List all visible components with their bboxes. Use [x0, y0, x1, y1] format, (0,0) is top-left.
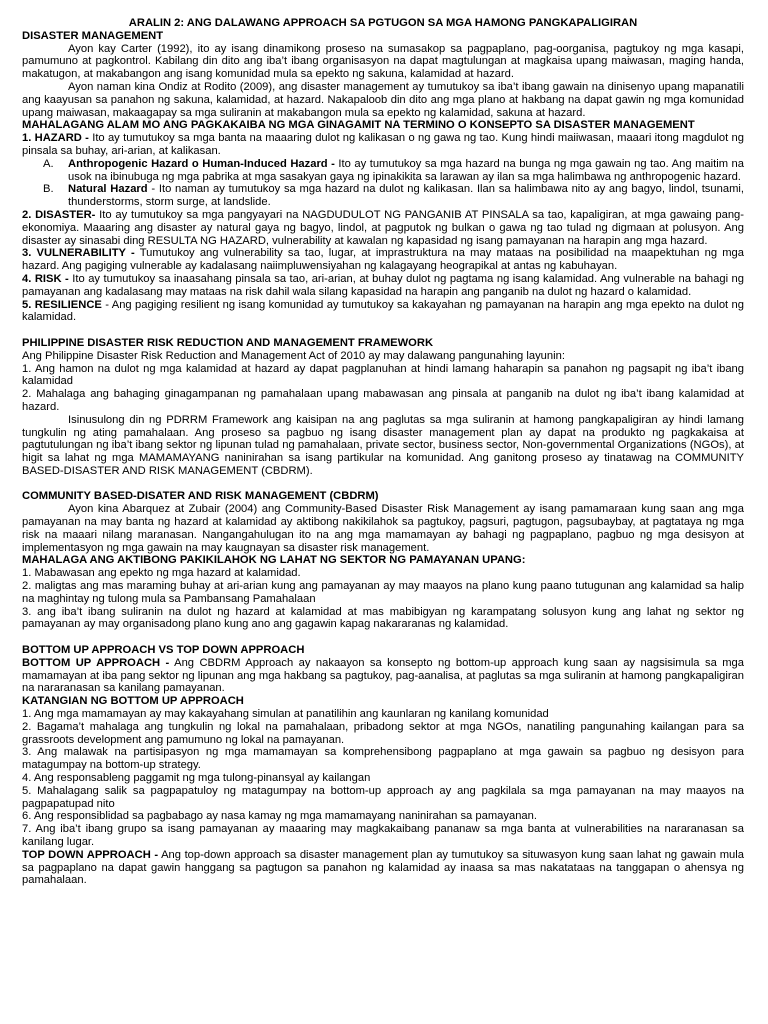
- bottom-up-label: BOTTOM UP APPROACH -: [22, 656, 170, 669]
- characteristic-item-5: 5. Mahalagang salik sa pagpapatuloy ng matagumpay na bottom-up approach ay ang pagkilala sa mga pamayanan na may maayos na pagpapatupad nito: [22, 784, 744, 810]
- participation-item-1: 1. Mabawasan ang epekto ng mga hazard at kalamidad.: [22, 567, 301, 580]
- document-page: [22, 17, 744, 887]
- characteristic-item-6: 6. Ang responsiblidad sa pagbabago ay nasa kamay ng mga mamamayang naninirahan sa pamayanan.: [22, 810, 537, 823]
- top-down-definition: [22, 849, 744, 887]
- ondiz-rodito-paragraph: Ayon naman kina Ondiz at Rodito (2009), ang disaster management ay tumutukoy sa iba’t ibang gawain na dinisenyo upang mapanatili ang kaayusan sa panahon ng sakuna, kalamidad, at hazard. Nakapaloob din dito ang mga plano at hakbang na dapat gawin ng mga komunidad upang maiwasan, makaagapay sa mga suliranin at makabangon mula sa epekto ng kalamidad, sakuna at hazard.: [22, 80, 744, 119]
- characteristic-item-2: 2. Bagama’t mahalaga ang tungkulin ng lokal na pamahalaan, pribadong sektor at mga NGOs, nanatiling pangunahing kailangan para sa grassroots development ang pamumuno ng lokal na pamayanan.: [22, 720, 744, 746]
- participation-item-3: 3. ang iba’t ibang suliranin na dulot ng hazard at kalamidad at mas mabibigyan ng karampatang solusyon kung ang lahat ng sektor ng pamayanan ay may organisadong plano kung ano ang gagawin kapag nakararanas ng kalamidad.: [22, 605, 744, 631]
- characteristic-item-1: 1. Ang mga mamamayan ay may kakayahang simulan at panatilihin ang kaunlaran ng kanilang komunidad: [22, 708, 549, 721]
- characteristic-item-7: 7. Ang iba’t ibang grupo sa isang pamayanan ay maaaring may magkakaibang pananaw sa mga banta at vulnerabilities na nararanasan sa kanilang lugar.: [22, 823, 744, 848]
- hazard-label: 1. HAZARD -: [22, 132, 89, 145]
- anthropogenic-hazard-text: [68, 158, 744, 184]
- risk-definition: [22, 273, 744, 299]
- spacer: [22, 324, 744, 337]
- natural-hazard-text: [68, 183, 744, 209]
- carter-paragraph: Ayon kay Carter (1992), ito ay isang dinamikong proseso na sumasakop sa pagpaplano, pag-oorganisa, pagtukoy ng mga kasapi, pamumuno at pagkontrol. Kabilang din dito ang iba’t ibang organisasyon na dapat magtulungan at magkaisa upang maiwasan, maging handa, makatugon, at makabangon ang isang komunidad mula sa epekto ng sakuna, kalamidad at hazard.: [22, 42, 744, 81]
- hazard-text: Ito ay tumutukoy sa mga banta na maaaring dulot ng kalikasan o ng gawa ng tao. Kung hindi maiiwasan, maaari itong magdulot ng pinsala sa buhay, ari-arian, at kalikasan.: [22, 132, 744, 157]
- anthropogenic-hazard-item: [22, 158, 744, 184]
- item-marker-b: B.: [43, 183, 54, 196]
- resilience-text: - Ang pagiging resilient ng isang komunidad ay tumutukoy sa kakayahan ng pamayanan na harapin ang mga epekto na dulot ng kalamidad.: [22, 298, 744, 324]
- natural-hazard-body: - Ito naman ay tumutukoy sa mga hazard na dulot ng kalikasan. Ilan sa halimbawa nito ay ang bagyo, lindol, tsunami, thunderstorms, storm surge, at landslide.: [68, 183, 744, 209]
- item-marker-a: A.: [43, 157, 54, 170]
- spacer: [22, 631, 744, 644]
- anthropogenic-hazard-label: Anthropogenic Hazard o Human-Induced Hazard -: [68, 157, 335, 170]
- top-down-label: TOP DOWN APPROACH -: [22, 848, 159, 861]
- disaster-label: 2. DISASTER-: [22, 208, 96, 221]
- natural-hazard-label: Natural Hazard: [68, 183, 148, 196]
- vulnerability-definition: [22, 247, 744, 273]
- bottom-up-text: Ang CBDRM Approach ay nakaayon sa konsepto ng bottom-up approach kung saan ay nagsisimula sa mga mamamayan at iba pang sektor ng lipunan ang mga hakbang sa pagtukoy, pag-aanalisa, at paglutas sa mga suliranin at hamong pangkapaligiran na nararanasan sa kanilang pamayanan.: [22, 656, 744, 695]
- vulnerability-text: Tumutukoy ang vulnerability sa tao, lugar, at imprastruktura na may mataas na posibilidad na maapektuhan ng mga hazard. Ang pagiging vulnerable ay kadalasang naiimpluwensiyahan ng kalagayang heograpikal at antas ng kabuhayan.: [22, 247, 744, 273]
- disaster-definition: [22, 209, 744, 247]
- approach-comparison-heading: BOTTOM UP APPROACH VS TOP DOWN APPROACH: [22, 644, 305, 657]
- natural-hazard-item: [22, 183, 744, 209]
- characteristic-item-3: 3. Ang malawak na partisipasyon ng mga mamamayan sa komprehensibong pagpaplano at mga gawain sa pagbuo ng desisyon para matagumpay na bottom-up strategy.: [22, 746, 744, 772]
- resilience-label: 5. RESILIENCE: [22, 298, 102, 311]
- terms-heading: MAHALAGANG ALAM MO ANG PAGKAKAIBA NG MGA GINAGAMIT NA TERMINO O KONSEPTO SA DISASTER MANAGEMENT: [22, 119, 695, 132]
- anthropogenic-hazard-body: Ito ay tumutukoy sa mga hazard na bunga ng mga gawain ng tao. Ang maitim na usok na ibinubuga ng mga pabrika at mga sasakyan gaya ng ipinakikita sa larawan ay ilan sa mga halimbawa ng anthropogenic hazard.: [68, 157, 744, 183]
- pdrrm-heading: PHILIPPINE DISASTER RISK REDUCTION AND MANAGEMENT FRAMEWORK: [22, 336, 434, 349]
- disaster-management-heading: DISASTER MANAGEMENT: [22, 29, 164, 42]
- disaster-text: Ito ay tumutukoy sa mga pangyayari na NAGDUDULOT NG PANGANIB AT PINSALA sa tao, kapaligiran, at mga gawaing pang-ekonomiya. Maaaring ang disaster ay natural gaya ng bagyo, lindol, at pagputok ng bulkan o gawa ng tao tulad ng digmaan at polusyon. Ang disaster ay sinasabi ding RESULTA NG HAZARD, vulnerability at kawalan ng kapasidad ng isang pamayanan na harapin ang mga hazard.: [22, 208, 744, 247]
- top-down-text: Ang top-down approach sa disaster management plan ay tumutukoy sa situwasyon kung saan lahat ng gawain mula sa pagpaplano na dapat gawin hanggang sa pagtugon sa panahon ng kalamidad ay inaasa sa mas nakatataas na tanggapan o ahensya ng pamahalaan.: [22, 848, 744, 887]
- spacer: [22, 478, 744, 491]
- pdrrm-goal-2: 2. Mahalaga ang bahaging ginagampanan ng pamahalaan upang mabawasan ang pinsala at panganib na dulot ng iba’t ibang kalamidad at hazard.: [22, 388, 744, 413]
- participation-heading: MAHALAGA ANG AKTIBONG PAKIKILAHOK NG LAHAT NG SEKTOR NG PAMAYANAN UPANG:: [22, 554, 526, 567]
- vulnerability-label: 3. VULNERABILITY -: [22, 247, 135, 260]
- participation-item-2: 2. maligtas ang mas maraming buhay at ari-arian kung ang pamayanan ay may maayos na plano kung paano tutugunan ang kalamidad sa halip na maghintay ng tulong mula sa Pambansang Pamahalaan: [22, 580, 744, 605]
- pdrrm-paragraph: Isinusulong din ng PDRRM Framework ang kaisipan na ang paglutas sa mga suliranin at hamong pangkapaligiran ay hindi lamang tungkulin ng ating pamahalaan. Ang proseso sa pagbuo ng isang disaster management plan ay dapat na produkto ng pagkakaisa at pagtutulungan ng iba’t ibang sektor ng lipunan tulad ng pamahalaan, private sector, business sector, Non-governmental Organizations (NGOs), at higit sa lahat ng mga MAMAMAYANG naninirahan sa isang partikular na komunidad. Ang ganitong proseso ay tinatawag na COMMUNITY BASED-DISASTER AND RISK MANAGEMENT (CBDRM).: [22, 413, 744, 477]
- resilience-definition: [22, 299, 744, 325]
- risk-label: 4. RISK -: [22, 272, 69, 285]
- pdrrm-intro: Ang Philippine Disaster Risk Reduction and Management Act of 2010 ay may dalawang pangunahing layunin:: [22, 349, 565, 362]
- bottom-up-characteristics-heading: KATANGIAN NG BOTTOM UP APPROACH: [22, 695, 244, 708]
- characteristic-item-4: 4. Ang responsableng paggamit ng mga tulong-pinansyal ay kailangan: [22, 772, 371, 785]
- risk-text: Ito ay tumutukoy sa inaasahang pinsala sa tao, ari-arian, at buhay dulot ng pagtama ng isang kalamidad. Ang vulnerable na bahagi ng pamayanan ang kadalasang may mataas na risk dahil wala silang kapasidad na harapin ang panganib na dulot ng hazard o kalamidad.: [22, 272, 744, 298]
- cbdrm-heading: COMMUNITY BASED-DISATER AND RISK MANAGEMENT (CBDRM): [22, 490, 379, 503]
- pdrrm-goal-1: 1. Ang hamon na dulot ng mga kalamidad at hazard ay dapat pagplanuhan at hindi lamang haharapin sa panahon ng pagsapit ng iba’t ibang kalamidad: [22, 362, 744, 388]
- hazard-definition: [22, 132, 744, 158]
- bottom-up-definition: [22, 657, 744, 695]
- cbdrm-paragraph: Ayon kina Abarquez at Zubair (2004) ang Community-Based Disaster Risk Management ay isang pamamaraan kung saan ang mga pamayanan na may banta ng hazard at kalamidad ay aktibong nakikilahok sa pagtukoy, pagsuri, pagtugon, pagsubaybay, at pagtataya ng mga risk na maaari nilang maranasan. Nangangahulugan ito na ang mga mamamayan ay bahagi ng pagpaplano, pagbuo ng mga desisyon at implementasyon ng mga gawain na may kaugnayan sa disaster risk management.: [22, 503, 744, 554]
- lesson-title: ARALIN 2: ANG DALAWANG APPROACH SA PGTUGON SA MGA HAMONG PANGKAPALIGIRAN: [128, 17, 638, 29]
